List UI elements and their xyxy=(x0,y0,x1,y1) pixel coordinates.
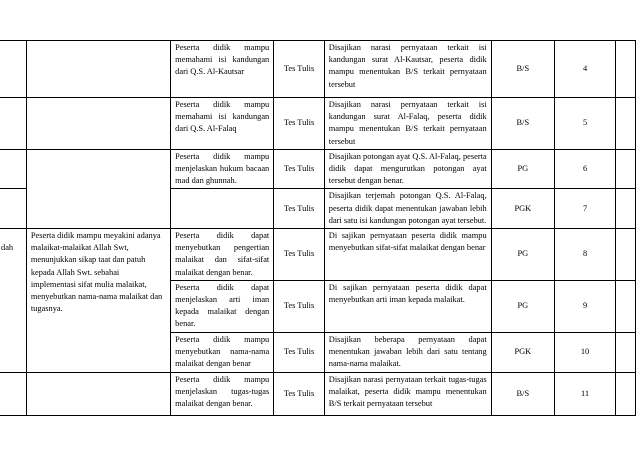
table-row xyxy=(0,189,636,229)
competency-cell xyxy=(26,189,170,229)
indicator-cell: Peserta didik mampu menjelaskan hukum bacaan mad dan ghunnah. xyxy=(171,149,274,189)
number-cell: 10 xyxy=(554,332,615,372)
form-cell: B/S xyxy=(491,372,554,415)
trailing-cell xyxy=(616,280,636,332)
trailing-cell xyxy=(616,98,636,150)
competency-cell xyxy=(26,41,170,98)
indicator-cell: Peserta didik mampu menjelaskan tugas-tugas malaikat dengan benar. xyxy=(171,372,274,415)
item-cell: Disajikan narasi pernyataan terkait tugas-tugas malaikat, peserta didik mampu menentukan B/S terkait pernyataan tersebut xyxy=(324,372,491,415)
edge-cell xyxy=(0,332,26,372)
indicator-cell: Peserta didik mampu memahami isi kandungan dari Q.S. Al-Kautsar xyxy=(171,41,274,98)
table-row xyxy=(0,149,636,189)
technique-cell: Tes Tulis xyxy=(274,149,325,189)
edge-cell xyxy=(0,41,26,98)
form-cell: PG xyxy=(491,229,554,281)
number-cell: 4 xyxy=(554,41,615,98)
edge-cell xyxy=(0,98,26,150)
trailing-cell xyxy=(616,229,636,281)
technique-cell: Tes Tulis xyxy=(274,98,325,150)
edge-cell xyxy=(0,149,26,189)
table-row xyxy=(0,41,636,98)
group-competency-cell: Peserta didik mampu meyakini adanya malaikat-malaikat Allah Swt, menunjukkan sikap taat dan patuh kepada Allah Swt. sebahai implementasi sifat mulia malaikat, menyebutkan nama-nama malaikat dan tugasnya. xyxy=(26,229,170,333)
technique-cell: Tes Tulis xyxy=(274,332,325,372)
form-cell: PG xyxy=(491,280,554,332)
competency-cell xyxy=(26,372,170,415)
table-row xyxy=(0,332,636,372)
table-row xyxy=(0,98,636,150)
trailing-cell xyxy=(616,189,636,229)
assessment-grid-table xyxy=(0,40,636,416)
technique-cell: Tes Tulis xyxy=(274,229,325,281)
form-cell: PG xyxy=(491,149,554,189)
edge-cell xyxy=(0,280,26,332)
trailing-cell xyxy=(616,149,636,189)
trailing-cell xyxy=(616,332,636,372)
indicator-cell: Peserta didik mampu menyebutkan nama-nama malaikat dengan benar xyxy=(171,332,274,372)
competency-cell xyxy=(26,149,170,189)
edge-text: dah xyxy=(1,243,14,253)
item-cell: Disajikan terjemah potongan Q.S. Al-Falaq, peserta didik dapat menentukan jawaban lebih dari satu isi kandungan potongan ayat tersebut. xyxy=(324,189,491,229)
table-row xyxy=(0,229,636,281)
edge-cell xyxy=(0,189,26,229)
edge-cell xyxy=(0,229,26,281)
indicator-cell: Peserta didik dapat menyebutkan pengertian malaikat dan sifat-sifat malaikat dengan benar. xyxy=(171,229,274,281)
technique-cell: Tes Tulis xyxy=(274,280,325,332)
number-cell: 7 xyxy=(554,189,615,229)
number-cell: 6 xyxy=(554,149,615,189)
item-cell: Disajikan beberapa pernyataan dapat menentukan jawaban lebih dari satu tentang nama-nama malaikat. xyxy=(324,332,491,372)
form-cell: B/S xyxy=(491,41,554,98)
competency-cell xyxy=(26,98,170,150)
item-cell: Di sajikan pernyataan peserta didik mampu menyebutkan sifat-sifat malaikat dengan benar xyxy=(324,229,491,281)
technique-cell: Tes Tulis xyxy=(274,372,325,415)
trailing-cell xyxy=(616,41,636,98)
indicator-cell xyxy=(171,189,274,229)
table-row xyxy=(0,372,636,415)
number-cell: 9 xyxy=(554,280,615,332)
indicator-cell: Peserta didik dapat menjelaskan arti iman kepada malaikat dengan benar. xyxy=(171,280,274,332)
competency-cell xyxy=(26,332,170,372)
technique-cell: Tes Tulis xyxy=(274,41,325,98)
trailing-cell xyxy=(616,372,636,415)
number-cell: 5 xyxy=(554,98,615,150)
edge-cell xyxy=(0,372,26,415)
item-cell: Disajikan narasi pernyataan terkait isi kandungan surat Al-Falaq, peserta didik mampu menentukan B/S terkait pernyataan tersebut xyxy=(324,98,491,150)
indicator-cell: Peserta didik mampu memahami isi kandungan dari Q.S. Al-Falaq xyxy=(171,98,274,150)
form-cell: PGK xyxy=(491,332,554,372)
item-cell: Di sajikan pernyataan peserta didik dapat menyebutkan arti iman kepada malaikat. xyxy=(324,280,491,332)
technique-cell: Tes Tulis xyxy=(274,189,325,229)
item-cell: Disajikan potongan ayat Q.S. Al-Falaq, peserta didik dapat mengurutkan potongan ayat tersebut dengan benar. xyxy=(324,149,491,189)
number-cell: 8 xyxy=(554,229,615,281)
item-cell: Disajikan narasi pernyataan terkait isi kandungan surat Al-Kautsar, peserta didik mampu menentukan B/S terkait pernyataan tersebut xyxy=(324,41,491,98)
form-cell: B/S xyxy=(491,98,554,150)
form-cell: PGK xyxy=(491,189,554,229)
number-cell: 11 xyxy=(554,372,615,415)
